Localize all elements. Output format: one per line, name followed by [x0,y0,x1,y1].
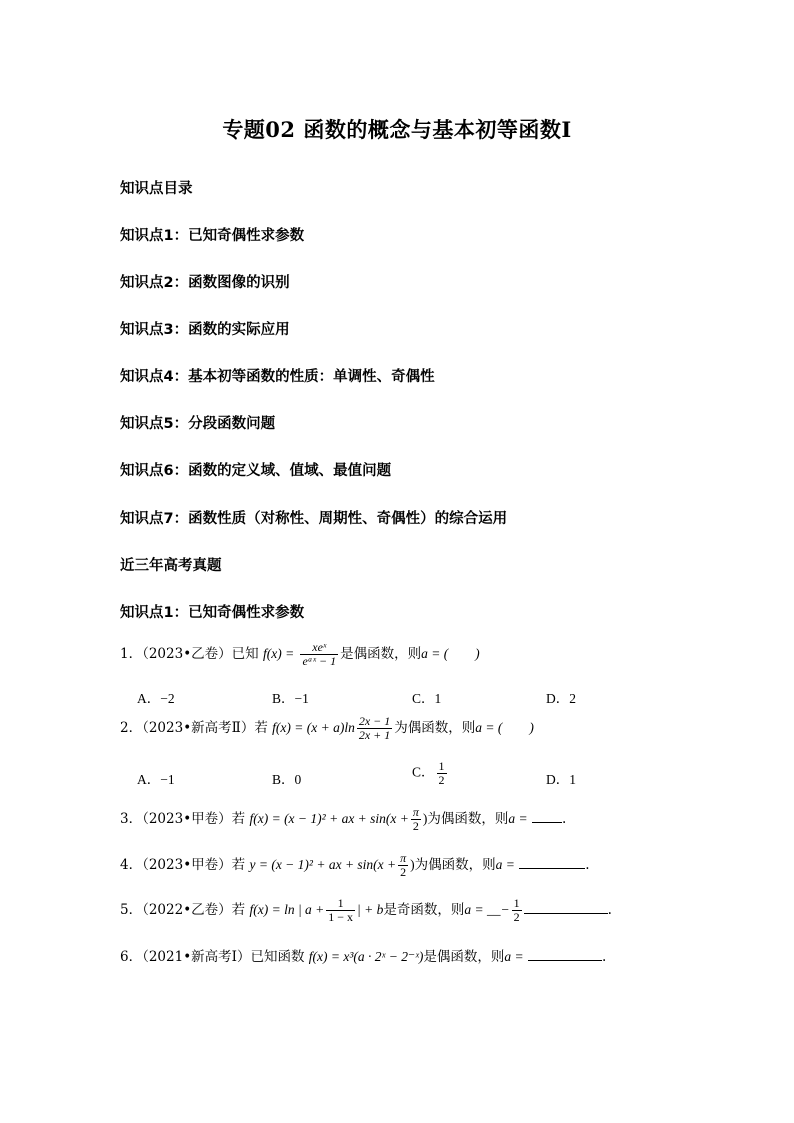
q1-option-b: B．−1 [272,691,309,706]
q1-answer-prompt: a = ( ) [421,646,480,661]
q5-answer-denominator: 2 [513,910,520,924]
q2-option-b: B．0 [272,772,302,787]
q3-func: f(x) = (x − 1)² + ax + sin(x + [249,811,409,826]
q3-answer-blank[interactable] [532,810,562,823]
q2-option-c-label: C． [412,764,435,780]
q4-numerator: π [400,851,407,865]
q5-numerator: 1 [326,897,355,911]
q4-answer-prompt: a = [495,857,515,872]
q5-prefix: 5．（2022•乙卷）若 [120,902,246,918]
toc-item-3: 知识点3：函数的实际应用 [120,322,290,338]
question-6 [120,945,606,965]
toc-item-1: 知识点1：已知奇偶性求参数 [120,228,305,244]
q4-func: y = (x − 1)² + ax + sin(x + [249,857,397,872]
toc-heading: 知识点目录 [120,181,193,197]
page-title: 专题02 函数的概念与基本初等函数I [222,117,572,142]
q5-answer-prompt: a = __− [464,902,510,917]
q1-denominator: eᵃˣ − 1 [302,654,337,668]
q3-denominator: 2 [412,819,419,833]
q2-fraction [357,715,392,742]
q2-option-c [412,760,449,787]
q6-answer-prompt: a = [504,949,524,964]
question-2 [120,715,534,742]
q1-func: f(x) = [262,646,295,661]
toc-item-4: 知识点4：基本初等函数的性质：单调性、奇偶性 [120,369,435,385]
q3-prefix: 3．（2023•甲卷）若 [120,811,246,827]
q3-end: . [561,811,567,827]
topic-1-heading: 知识点1：已知奇偶性求参数 [120,605,305,621]
q1-option-a: A．−2 [137,691,175,706]
q2-prefix: 2．（2023•新高考Ⅱ）若 [120,720,268,736]
q6-answer-blank[interactable] [528,948,602,961]
q2-denominator: 2x + 1 [358,728,391,742]
q3-close: ) [422,811,428,826]
q5-answer-blank[interactable] [524,901,608,914]
toc-item-7: 知识点7：函数性质（对称性、周期性、奇偶性）的综合运用 [120,511,508,527]
q5-answer-numerator: 1 [513,896,520,910]
q1-option-c: C．1 [412,691,442,706]
q6-end: . [601,949,607,965]
q1-fraction [300,641,338,668]
q6-prefix: 6．（2021•新高考Ⅰ）已知函数 [120,949,305,965]
question-1 [120,641,480,668]
q2-func: f(x) = (x + a)ln [272,720,355,735]
q2-answer-prompt: a = ( ) [475,720,534,735]
q4-denominator: 2 [400,865,407,879]
q6-func: f(x) = x³(a · 2ˣ − 2⁻ˣ) [308,949,424,964]
q4-suffix: 为偶函数，则 [414,857,496,873]
q2-option-d: D．1 [546,772,576,787]
q3-fraction [411,806,421,833]
q2-numerator: 2x − 1 [358,714,391,728]
question-3 [120,806,566,833]
q4-close: ) [410,857,415,872]
q4-answer-blank[interactable] [519,856,585,869]
q3-suffix: 为偶函数，则 [427,811,509,827]
q2-suffix: 为偶函数，则 [394,720,476,736]
q4-prefix: 4．（2023•甲卷）若 [120,857,246,873]
q5-func: f(x) = ln | a + [249,902,325,917]
q3-answer-prompt: a = [508,811,528,826]
q5-answer-fraction [512,897,522,924]
q4-fraction [398,852,408,879]
section-heading: 近三年高考真题 [120,558,222,574]
question-4 [120,852,590,879]
q4-end: . [585,857,590,873]
q5-denominator: 1 − x [328,910,354,924]
toc-item-6: 知识点6：函数的定义域、值域、最值问题 [120,463,392,479]
q5-suffix: 是奇函数，则 [383,902,465,918]
q5-close: | + b [357,902,384,917]
q1-numerator: xeˣ [300,641,338,655]
q2-option-c-fraction [437,760,447,787]
toc-item-5: 知识点5：分段函数问题 [120,416,276,432]
q5-fraction [326,897,355,924]
q6-suffix: 是偶函数，则 [423,949,505,965]
toc-item-2: 知识点2：函数图像的识别 [120,275,290,291]
q2-option-c-numerator: 1 [438,759,445,773]
q5-end: . [607,902,612,918]
q2-option-c-denominator: 2 [438,773,445,787]
question-5 [120,897,612,924]
q1-option-d: D．2 [546,691,576,706]
q1-prefix: 1．（2023•乙卷）已知 [120,646,259,662]
q3-numerator: π [412,805,419,819]
q2-option-a: A．−1 [137,772,175,787]
q1-suffix: 是偶函数，则 [340,646,422,662]
